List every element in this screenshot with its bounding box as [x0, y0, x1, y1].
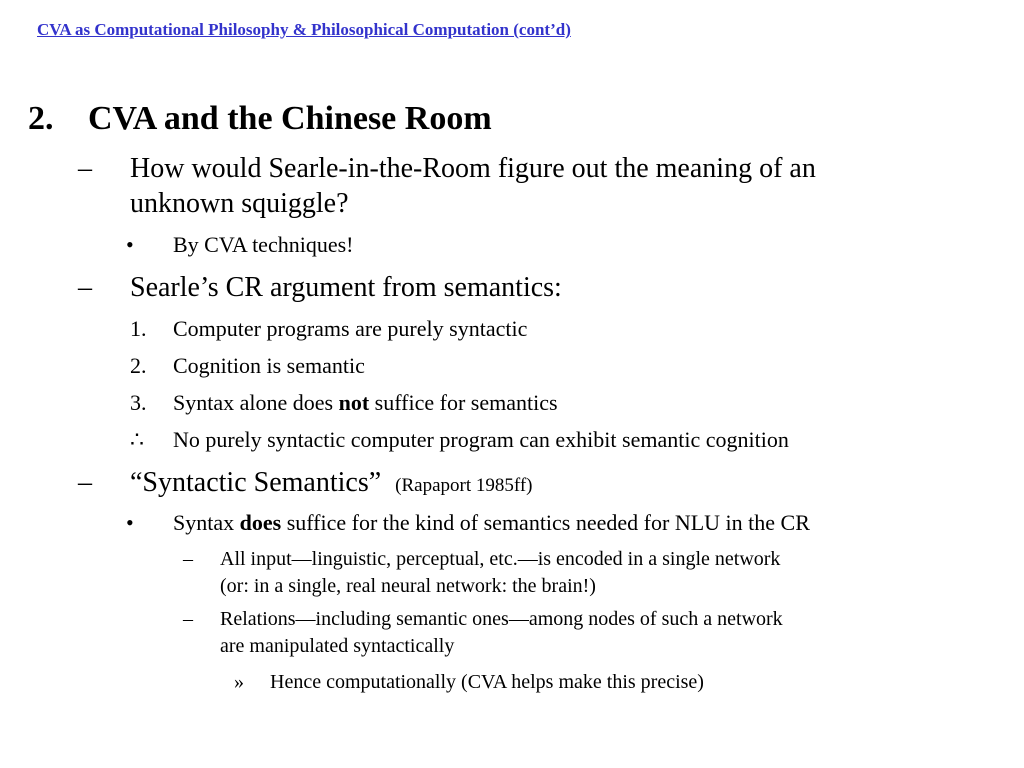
slide-title: CVA as Computational Philosophy & Philosophical Computation (cont’d)	[37, 20, 571, 39]
emphasis-not: not	[338, 390, 370, 415]
premise-text	[173, 390, 558, 416]
dash-marker: –	[183, 608, 193, 630]
text-segment: Syntax	[173, 510, 240, 535]
question-line-1: How would Searle-in-the-Room figure out the meaning of an	[130, 153, 816, 184]
text-segment: suffice for semantics	[369, 390, 558, 415]
heading-text: CVA and the Chinese Room	[88, 100, 492, 137]
dash-marker: –	[183, 548, 193, 570]
conclusion-text: No purely syntactic computer program can exhibit semantic cognition	[173, 427, 789, 452]
bullet-marker: •	[126, 510, 134, 535]
question-line-2: unknown squiggle?	[130, 188, 349, 219]
answer-text: By CVA techniques!	[173, 232, 354, 257]
sub-item-1-line-2: (or: in a single, real neural network: the brain!)	[220, 575, 596, 597]
claim-text	[173, 510, 810, 536]
claim-item	[126, 510, 810, 536]
dash-marker: –	[78, 153, 92, 184]
synsem-text-wrap	[130, 467, 533, 499]
bullet-marker: •	[126, 232, 134, 257]
therefore-symbol: ∴	[130, 427, 144, 452]
sub-item-2-line-2: are manipulated syntactically	[220, 635, 455, 657]
sub-item-2	[183, 608, 783, 631]
premise-3	[130, 390, 558, 416]
conclusion	[130, 427, 789, 453]
dash-marker: –	[78, 467, 92, 498]
sub-sub-item	[234, 671, 704, 694]
synsem-text: “Syntactic Semantics”	[130, 467, 382, 498]
sub-sub-item-text: Hence computationally (CVA helps make this precise)	[270, 671, 704, 693]
text-segment: suffice for the kind of semantics needed for NLU in the CR	[281, 510, 810, 535]
emphasis-does: does	[239, 510, 282, 535]
premise-number: 3.	[130, 390, 147, 415]
argument-text: Searle’s CR argument from semantics:	[130, 272, 562, 303]
premise-text: Computer programs are purely syntactic	[173, 316, 528, 341]
guillemet-marker: »	[234, 671, 244, 693]
answer-item	[126, 232, 354, 258]
synsem-item	[78, 467, 533, 499]
sub-item-2-line-1: Relations—including semantic ones—among nodes of such a network	[220, 608, 783, 630]
sub-item-1-line-1: All input—linguistic, perceptual, etc.—is encoded in a single network	[220, 548, 781, 570]
argument-item	[78, 272, 562, 304]
heading-number: 2.	[28, 100, 54, 137]
premise-2	[130, 353, 365, 379]
premise-text: Cognition is semantic	[173, 353, 365, 378]
premise-1	[130, 316, 528, 342]
text-segment: Syntax alone does	[173, 390, 339, 415]
sub-item-1	[183, 548, 781, 571]
dash-marker: –	[78, 272, 92, 303]
heading	[28, 100, 492, 138]
question-item	[78, 153, 816, 185]
premise-number: 1.	[130, 316, 147, 341]
citation: (Rapaport 1985ff)	[395, 475, 533, 496]
premise-number: 2.	[130, 353, 147, 378]
